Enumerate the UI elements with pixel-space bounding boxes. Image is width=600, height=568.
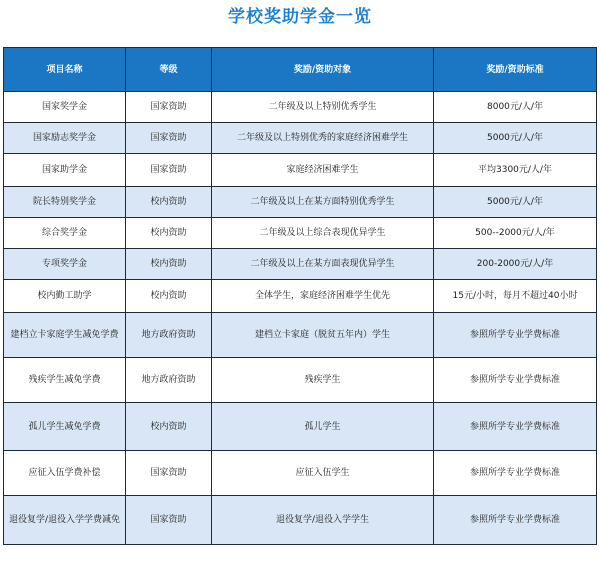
table-row bbox=[4, 403, 597, 451]
table-row bbox=[4, 451, 597, 496]
cell-target: 家庭经济困难学生 bbox=[212, 154, 434, 187]
table-row bbox=[4, 313, 597, 358]
cell-target: 二年级及以上在某方面表现优异学生 bbox=[212, 249, 434, 280]
cell-target: 二年级及以上综合表现优异学生 bbox=[212, 218, 434, 249]
table-row bbox=[4, 92, 597, 123]
cell-name: 专项奖学金 bbox=[4, 249, 126, 280]
cell-standard: 5000元/人/年 bbox=[434, 123, 597, 154]
cell-standard: 8000元/人/年 bbox=[434, 92, 597, 123]
cell-standard: 200-2000元/人/年 bbox=[434, 249, 597, 280]
cell-target: 全体学生，家庭经济困难学生优先 bbox=[212, 280, 434, 313]
header-level: 等级 bbox=[126, 48, 212, 92]
cell-level: 国家资助 bbox=[126, 496, 212, 545]
cell-name: 国家励志奖学金 bbox=[4, 123, 126, 154]
cell-target: 孤儿学生 bbox=[212, 403, 434, 451]
cell-level: 地方政府资助 bbox=[126, 358, 212, 403]
cell-target: 二年级及以上特别优秀的家庭经济困难学生 bbox=[212, 123, 434, 154]
table-row bbox=[4, 154, 597, 187]
cell-level: 地方政府资助 bbox=[126, 313, 212, 358]
header-project-name: 项目名称 bbox=[4, 48, 126, 92]
cell-level: 校内资助 bbox=[126, 218, 212, 249]
cell-name: 校内勤工助学 bbox=[4, 280, 126, 313]
cell-level: 国家资助 bbox=[126, 451, 212, 496]
table-row bbox=[4, 358, 597, 403]
table-row bbox=[4, 496, 597, 545]
cell-level: 校内资助 bbox=[126, 187, 212, 218]
cell-name: 退役复学/退役入学学费减免 bbox=[4, 496, 126, 545]
cell-standard: 5000元/人/年 bbox=[434, 187, 597, 218]
table-row bbox=[4, 218, 597, 249]
table-header-row bbox=[4, 48, 597, 92]
table-row bbox=[4, 123, 597, 154]
cell-standard: 15元/小时，每月不超过40小时 bbox=[434, 280, 597, 313]
cell-name: 院长特别奖学金 bbox=[4, 187, 126, 218]
cell-level: 国家资助 bbox=[126, 92, 212, 123]
cell-name: 国家奖学金 bbox=[4, 92, 126, 123]
cell-standard: 参照所学专业学费标准 bbox=[434, 496, 597, 545]
cell-target: 应征入伍学生 bbox=[212, 451, 434, 496]
cell-standard: 500--2000元/人/年 bbox=[434, 218, 597, 249]
cell-name: 综合奖学金 bbox=[4, 218, 126, 249]
page-title: 学校奖助学金一览 bbox=[228, 7, 372, 27]
cell-standard: 平均3300元/人/年 bbox=[434, 154, 597, 187]
header-target: 奖励/资助对象 bbox=[212, 48, 434, 92]
cell-target: 二年级及以上特别优秀学生 bbox=[212, 92, 434, 123]
cell-level: 校内资助 bbox=[126, 249, 212, 280]
cell-name: 建档立卡家庭学生减免学费 bbox=[4, 313, 126, 358]
cell-level: 校内资助 bbox=[126, 403, 212, 451]
cell-target: 退役复学/退役入学学生 bbox=[212, 496, 434, 545]
cell-standard: 参照所学专业学费标准 bbox=[434, 313, 597, 358]
cell-level: 国家资助 bbox=[126, 154, 212, 187]
cell-level: 校内资助 bbox=[126, 280, 212, 313]
cell-target: 二年级及以上在某方面特别优秀学生 bbox=[212, 187, 434, 218]
table-row bbox=[4, 280, 597, 313]
cell-name: 应征入伍学费补偿 bbox=[4, 451, 126, 496]
cell-standard: 参照所学专业学费标准 bbox=[434, 451, 597, 496]
cell-target: 建档立卡家庭（脱贫五年内）学生 bbox=[212, 313, 434, 358]
cell-level: 国家资助 bbox=[126, 123, 212, 154]
cell-name: 国家助学金 bbox=[4, 154, 126, 187]
table-row bbox=[4, 249, 597, 280]
cell-name: 残疾学生减免学费 bbox=[4, 358, 126, 403]
cell-target: 残疾学生 bbox=[212, 358, 434, 403]
header-standard: 奖励/资助标准 bbox=[434, 48, 597, 92]
cell-name: 孤儿学生减免学费 bbox=[4, 403, 126, 451]
cell-standard: 参照所学专业学费标准 bbox=[434, 403, 597, 451]
table-row bbox=[4, 187, 597, 218]
cell-standard: 参照所学专业学费标准 bbox=[434, 358, 597, 403]
scholarship-table bbox=[3, 47, 597, 545]
